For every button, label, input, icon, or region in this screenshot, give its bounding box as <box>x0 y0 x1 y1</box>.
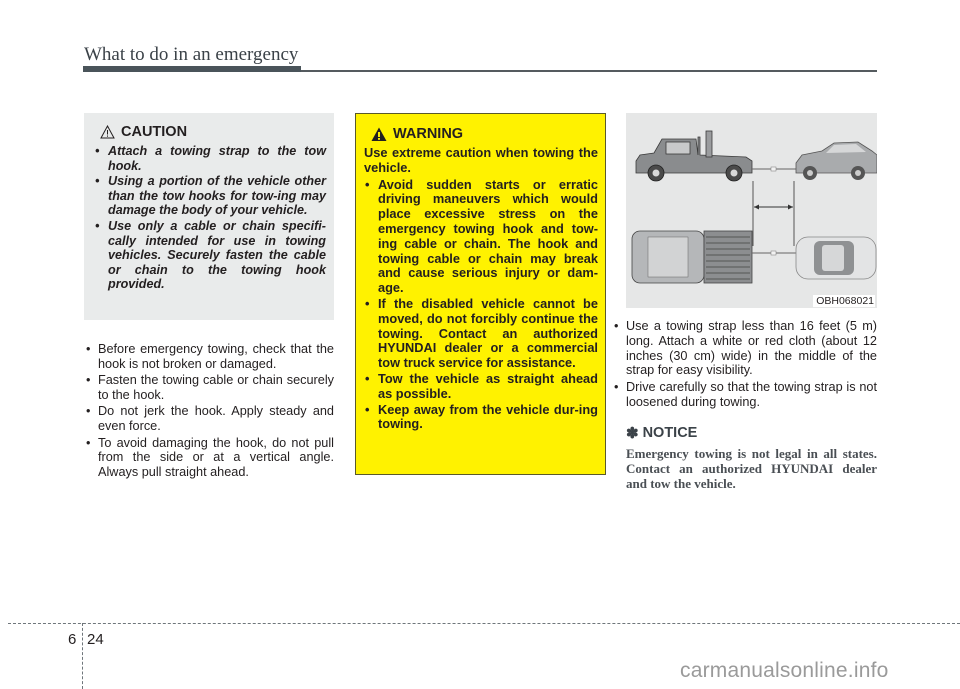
warning-list <box>364 178 598 433</box>
warning-triangle-outline-icon <box>100 125 115 139</box>
instruction-item: • Before emergency towing, check that the hook is not broken or damaged. <box>84 342 334 372</box>
instruction-item: • Fasten the towing cable or chain securely to the hook. <box>84 373 334 403</box>
warning-item: • Avoid sudden starts or erratic driving maneuvers which would place excessive stress on the emergency towing hook and tow-ing cable or chain. The hook and towing cable or chain may break and cause serious injury or dam-age. <box>364 178 598 296</box>
warning-intro: Use extreme caution when towing the vehicle. <box>364 145 598 175</box>
car-top-icon <box>796 237 876 279</box>
instruction-item: • Use a towing strap less than 16 feet (5 m) long. Attach a white or red cloth (about 12 inches (30 cm) wide) in the middle of the strap for easy visibility. <box>612 319 877 378</box>
caution-item: • Use only a cable or chain specifi-cally intended for use in towing vehicles. Securely fasten the cable or chain to the towing hook provided. <box>94 219 326 292</box>
watermark: carmanualsonline.info <box>680 659 889 682</box>
section-title: What to do in an emergency <box>84 44 299 65</box>
header-rule-thick <box>83 66 301 72</box>
header-rule-thin <box>301 70 877 72</box>
notice-text: Emergency towing is not legal in all states. Contact an authorized HYUNDAI dealer and tow the vehicle. <box>626 446 877 491</box>
warning-heading <box>371 124 598 144</box>
tow-truck-top-icon <box>632 231 752 283</box>
instruction-item: • To avoid damaging the hook, do not pull from the side or at a vertical angle. Always pull straight ahead. <box>84 436 334 480</box>
caution-heading-text: CAUTION <box>121 124 188 140</box>
strap-instructions-list <box>612 319 877 409</box>
instruction-item: • Drive carefully so that the towing strap is not loosened during towing. <box>612 380 877 410</box>
page-number: 24 <box>87 631 104 648</box>
right-column-body <box>612 319 877 411</box>
left-column-body <box>84 342 334 482</box>
figure-code: OBH068021 <box>813 295 875 307</box>
notice-heading-text: NOTICE <box>642 425 698 441</box>
car-side-icon <box>796 142 877 180</box>
warning-triangle-filled-icon <box>371 127 387 142</box>
notice-section <box>626 424 877 491</box>
instructions-list <box>84 342 334 480</box>
asterisk-icon: ✽ <box>626 425 639 442</box>
warning-item: • Tow the vehicle as straight ahead as possible. <box>364 372 598 402</box>
warning-item: • If the disabled vehicle cannot be moved, do not forcibly continue the towing. Contact an authorized HYUNDAI dealer or a commercial tow truck service for assistance. <box>364 297 598 371</box>
warning-heading-text: WARNING <box>393 126 464 142</box>
footer-divider-horizontal <box>8 623 960 624</box>
warning-box <box>355 113 606 475</box>
notice-heading <box>626 424 877 442</box>
towing-illustration <box>626 113 877 308</box>
caution-heading <box>100 122 326 142</box>
towing-diagram <box>626 113 877 308</box>
chapter-number: 6 <box>68 631 77 648</box>
warning-item: • Keep away from the vehicle dur-ing towing. <box>364 403 598 433</box>
caution-item: • Using a portion of the vehicle other than the tow hooks for tow-ing may damage the body of your vehicle. <box>94 174 326 218</box>
instruction-item: • Do not jerk the hook. Apply steady and even force. <box>84 404 334 434</box>
caution-item: • Attach a towing strap to the tow hook. <box>94 144 326 173</box>
caution-box <box>84 113 334 320</box>
footer-divider-vertical <box>82 623 83 689</box>
caution-list <box>94 144 326 292</box>
